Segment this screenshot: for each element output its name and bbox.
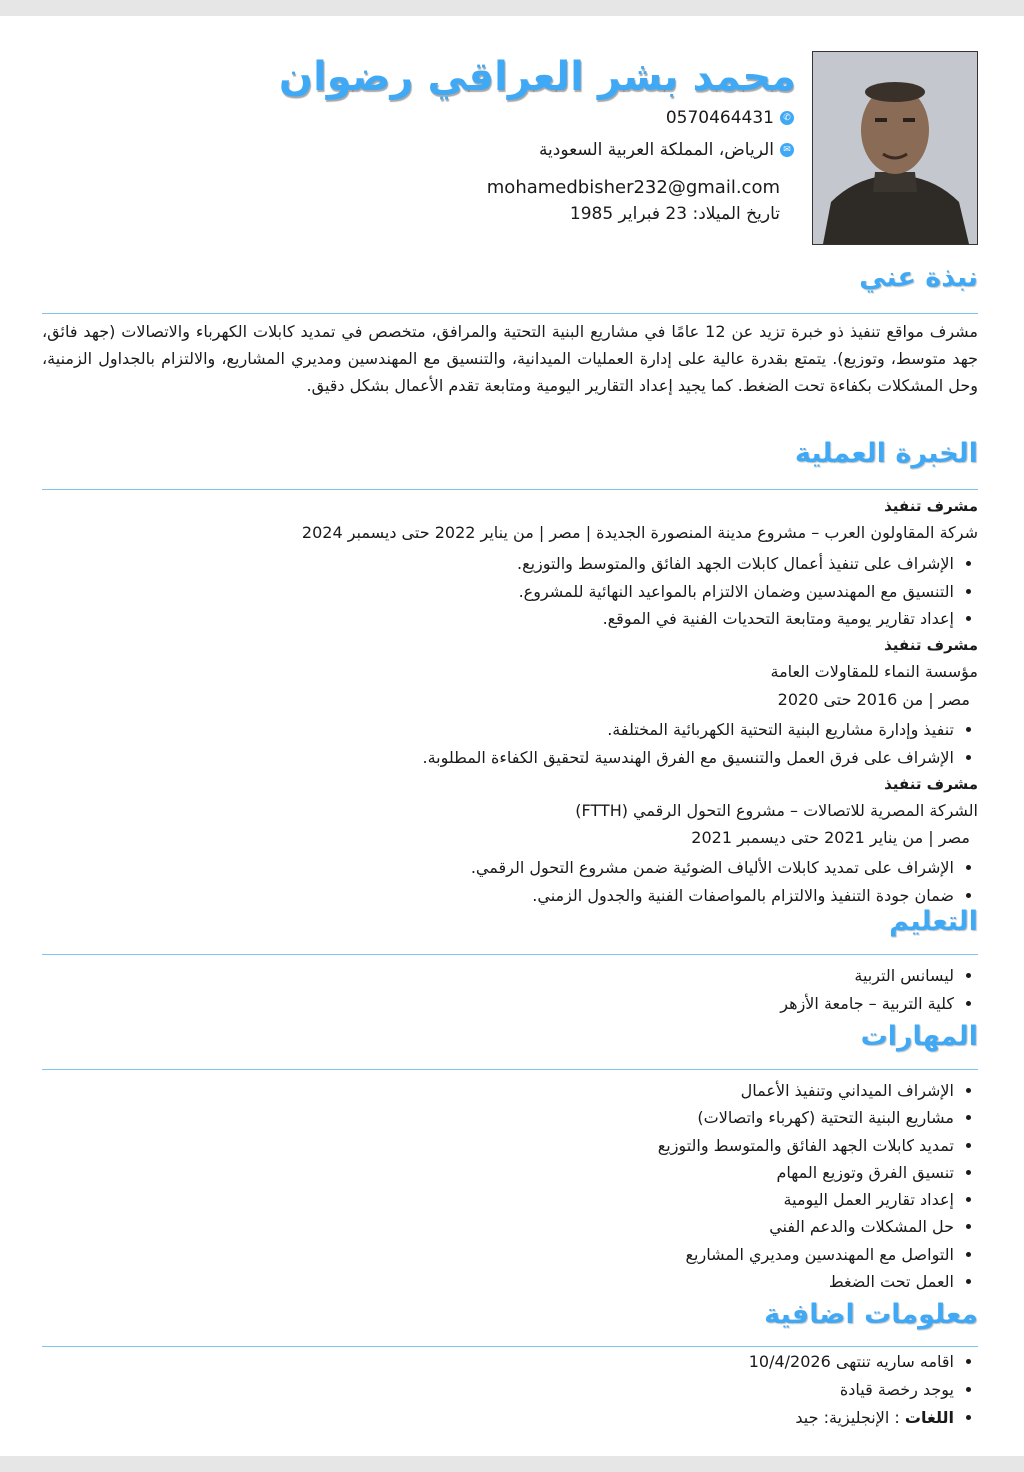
list-item: • إعداد تقارير العمل اليومية bbox=[658, 1186, 954, 1213]
job-role: مشرف تنفيذ bbox=[884, 775, 978, 793]
list-item: • الإشراف على تمديد كابلات الألياف الضوئية ضمن مشروع التحول الرقمي. bbox=[471, 854, 954, 882]
job-duties bbox=[471, 854, 978, 909]
list-item: • حل المشكلات والدعم الفني bbox=[658, 1213, 954, 1240]
additional-info-title: معلومات اضافية bbox=[764, 1299, 978, 1330]
list-item: • ضمان جودة التنفيذ والالتزام بالمواصفات الفنية والجدول الزمني. bbox=[471, 882, 954, 910]
experience-divider bbox=[42, 489, 978, 490]
skills-list bbox=[658, 1077, 978, 1295]
profile-photo bbox=[812, 51, 978, 245]
about-divider bbox=[42, 313, 978, 314]
address-text: الرياض، المملكة العربية السعودية bbox=[538, 140, 774, 160]
list-item: • ليسانس التربية bbox=[780, 962, 954, 990]
list-item: • تنسيق الفرق وتوزيع المهام bbox=[658, 1159, 954, 1186]
list-item: • العمل تحت الضغط bbox=[658, 1268, 954, 1295]
job-period: مصر | من 2016 حتى 2020 bbox=[777, 690, 970, 709]
languages-label: اللغات bbox=[904, 1408, 954, 1427]
job-role: مشرف تنفيذ bbox=[884, 497, 978, 515]
job-company: مؤسسة النماء للمقاولات العامة bbox=[770, 662, 978, 681]
list-item: • التواصل مع المهندسين ومديري المشاريع bbox=[658, 1241, 954, 1268]
job-duties bbox=[517, 550, 978, 633]
list-item: • التنسيق مع المهندسين وضمان الالتزام بالمواعيد النهائية للمشروع. bbox=[517, 578, 954, 606]
full-name: محمد بشر العراقي رضوان bbox=[278, 54, 796, 100]
additional-info-divider bbox=[42, 1346, 978, 1347]
about-text: مشرف مواقع تنفيذ ذو خبرة تزيد عن 12 عامًا في مشاريع البنية التحتية والمرافق، متخصص في تمديد كابلات الكهرباء والاتصالات (جهد فائق، جهد متوسط، وتوزيع). يتمتع بقدرة عالية على إدارة العمليات الميدانية، والتنسيق مع المهندسين ومديري المشاريع، والالتزام بالجداول الزمنية، وحل المشكلات بكفاءة تحت الضغط. كما يجيد إعداد التقارير اليومية ومتابعة تقدم الأعمال بشكل دقيق. bbox=[42, 322, 978, 395]
education-list bbox=[780, 962, 978, 1018]
list-item: • تنفيذ وإدارة مشاريع البنية التحتية الكهربائية المختلفة. bbox=[423, 716, 955, 744]
job-company: الشركة المصرية للاتصالات – مشروع التحول الرقمي (FTTH) bbox=[575, 801, 978, 820]
job-duties bbox=[423, 716, 979, 771]
email-address[interactable]: mohamedbisher232@gmail.com bbox=[486, 177, 780, 198]
phone-number: 0570464431 bbox=[665, 108, 774, 128]
list-item: • تمديد كابلات الجهد الفائق والمتوسط والتوزيع bbox=[658, 1132, 954, 1159]
job-period: مصر | من يناير 2021 حتى ديسمبر 2021 bbox=[691, 828, 970, 847]
license-item: • يوجد رخصة قيادة bbox=[749, 1376, 954, 1404]
resume-page bbox=[0, 16, 1024, 1456]
phone-icon: ✆ bbox=[780, 111, 794, 125]
list-item: • الإشراف الميداني وتنفيذ الأعمال bbox=[658, 1077, 954, 1104]
person-portrait bbox=[813, 52, 977, 244]
job-company: شركة المقاولون العرب – مشروع مدينة المنصورة الجديدة | مصر | من يناير 2022 حتى ديسمبر 2024 bbox=[301, 523, 978, 542]
skills-divider bbox=[42, 1069, 978, 1070]
residency-item: • اقامه ساريه تنتهى 10/4/2026 bbox=[749, 1348, 954, 1376]
list-item: • الإشراف على فرق العمل والتنسيق مع الفرق الهندسية لتحقيق الكفاءة المطلوبة. bbox=[423, 744, 955, 772]
education-divider bbox=[42, 954, 978, 955]
list-item: • مشاريع البنية التحتية (كهرباء واتصالات) bbox=[658, 1104, 954, 1131]
date-of-birth: تاريخ الميلاد: 23 فبراير 1985 bbox=[569, 204, 780, 224]
phone-row bbox=[666, 108, 794, 128]
job-role: مشرف تنفيذ bbox=[884, 636, 978, 654]
languages-value: : الإنجليزية: جيد bbox=[795, 1408, 905, 1427]
list-item: • الإشراف على تنفيذ أعمال كابلات الجهد الفائق والمتوسط والتوزيع. bbox=[517, 550, 954, 578]
languages-item bbox=[749, 1404, 954, 1432]
additional-info-list bbox=[749, 1348, 978, 1432]
about-title: نبذة عني bbox=[859, 262, 978, 293]
bottom-bar bbox=[0, 1456, 1024, 1472]
skills-title: المهارات bbox=[860, 1021, 978, 1052]
education-title: التعليم bbox=[889, 906, 978, 937]
list-item: • إعداد تقارير يومية ومتابعة التحديات الفنية في الموقع. bbox=[517, 605, 954, 633]
address-row bbox=[539, 140, 794, 160]
experience-title: الخبرة العملية bbox=[794, 438, 978, 469]
envelope-icon: ✉ bbox=[780, 143, 794, 157]
list-item: • كلية التربية – جامعة الأزهر bbox=[780, 990, 954, 1018]
